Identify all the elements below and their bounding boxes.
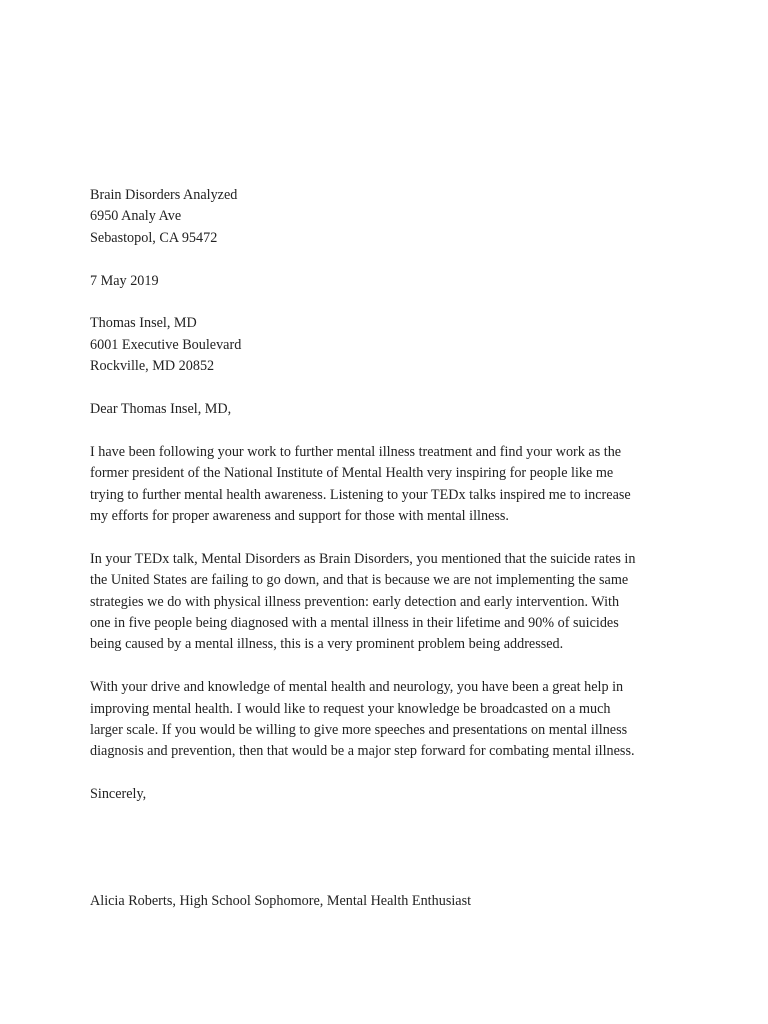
paragraph-line: strategies we do with physical illness prevention: early detection and early intervention. With <box>90 593 620 610</box>
paragraph-3 <box>90 677 710 763</box>
paragraph-2 <box>90 549 710 656</box>
paragraph-line: the United States are failing to go down, and that is because we are not implementing the same <box>90 572 629 589</box>
paragraph-line: one in five people being diagnosed with a mental illness in their lifetime and 90% of suicides <box>90 615 619 632</box>
sender-street: 6950 Analy Ave <box>90 208 182 225</box>
recipient-city-state-zip: Rockville, MD 20852 <box>90 358 215 375</box>
paragraph-line: former president of the National Institute of Mental Health very inspiring for people like me <box>90 465 614 482</box>
paragraph-line: In your TEDx talk, Mental Disorders as Brain Disorders, you mentioned that the suicide rates in <box>90 550 636 567</box>
letter-body <box>90 185 710 934</box>
paragraph-line: trying to further mental health awareness. Listening to your TEDx talks inspired me to increase <box>90 486 631 503</box>
salutation-text: Dear Thomas Insel, MD, <box>90 401 232 418</box>
paragraph-line: diagnosis and prevention, then that would be a major step forward for combating mental illness. <box>90 743 635 760</box>
sender-city-state-zip: Sebastopol, CA 95472 <box>90 229 218 246</box>
paragraph-line: my efforts for proper awareness and support for those with mental illness. <box>90 508 509 525</box>
recipient-address <box>90 313 710 377</box>
signature-text: Alicia Roberts, High School Sophomore, Mental Health Enthusiast <box>90 893 472 910</box>
closing <box>90 784 710 805</box>
signature-space <box>90 827 710 891</box>
salutation <box>90 399 710 420</box>
closing-text: Sincerely, <box>90 786 147 803</box>
paragraph-line: improving mental health. I would like to request your knowledge be broadcasted on a much <box>90 700 611 717</box>
recipient-street: 6001 Executive Boulevard <box>90 336 242 353</box>
sender-name: Brain Disorders Analyzed <box>90 187 238 203</box>
date-text: 7 May 2019 <box>90 272 159 289</box>
paragraph-line: With your drive and knowledge of mental health and neurology, you have been a great help in <box>90 679 624 696</box>
paragraph-line: being caused by a mental illness, this is a very prominent problem being addressed. <box>90 636 564 653</box>
paragraph-line: I have been following your work to further mental illness treatment and find your work as the <box>90 443 622 460</box>
paragraph-1 <box>90 442 710 528</box>
signature-block <box>90 891 710 912</box>
letter-date <box>90 271 710 292</box>
recipient-name: Thomas Insel, MD <box>90 315 197 332</box>
paragraph-line: larger scale. If you would be willing to give more speeches and presentations on mental illness <box>90 722 628 739</box>
sender-address <box>90 185 710 249</box>
